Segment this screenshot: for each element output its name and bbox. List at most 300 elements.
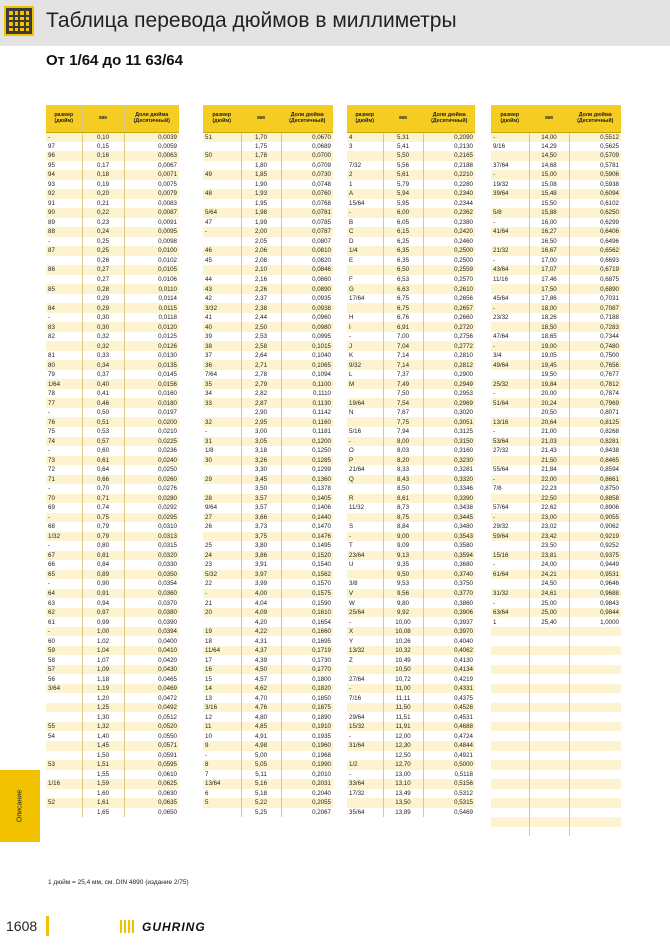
inch-cell: 0,2953	[423, 389, 475, 399]
mm-cell: 6,76	[383, 313, 423, 323]
table-row	[491, 789, 621, 799]
inch-cell: 0,2656	[423, 294, 475, 304]
table-row	[203, 522, 333, 532]
inch-cell: 0,0960	[281, 313, 333, 323]
gauge-cell: 9	[203, 741, 241, 751]
gauge-cell: T	[347, 541, 383, 551]
table-row	[203, 513, 333, 523]
inch-cell: 0,0071	[124, 170, 179, 180]
header-mm: мм	[383, 105, 423, 132]
inch-cell: 0,1935	[281, 731, 333, 741]
mm-cell: 13,50	[383, 798, 423, 808]
table-row	[46, 275, 179, 285]
table-row	[46, 142, 179, 152]
inch-cell: 0,8858	[569, 494, 621, 504]
table-row	[46, 770, 179, 780]
inch-cell: 0,1575	[281, 589, 333, 599]
gauge-cell	[46, 693, 82, 703]
table-row	[491, 189, 621, 199]
inch-cell: 0,8594	[569, 465, 621, 475]
gauge-cell: 45/64	[491, 294, 529, 304]
inch-cell	[569, 722, 621, 732]
mm-cell: 12,50	[383, 751, 423, 761]
mm-cell: 22,50	[529, 494, 569, 504]
gauge-cell: 88	[46, 227, 82, 237]
inch-cell: 0,2188	[423, 161, 475, 171]
table-row	[491, 770, 621, 780]
inch-cell: 0,3906	[423, 608, 475, 618]
inch-cell: 0,0145	[124, 370, 179, 380]
conversion-table	[491, 105, 621, 836]
gauge-cell: 1/16	[46, 779, 82, 789]
inch-cell: 0,6406	[569, 227, 621, 237]
mm-cell: 1,02	[82, 636, 124, 646]
mm-cell: 6,00	[383, 208, 423, 218]
inch-cell: 0,0350	[124, 570, 179, 580]
mm-cell: 0,32	[82, 341, 124, 351]
mm-cell: 1,19	[82, 684, 124, 694]
mm-cell: 18,26	[529, 313, 569, 323]
mm-cell: 8,20	[383, 456, 423, 466]
table-row	[203, 351, 333, 361]
table-row	[203, 703, 333, 713]
mm-cell: 2,58	[241, 341, 281, 351]
mm-cell: 16,00	[529, 218, 569, 228]
table-row	[203, 674, 333, 684]
mm-cell: 3,30	[241, 465, 281, 475]
gauge-cell: -	[46, 513, 82, 523]
mm-cell: 0,17	[82, 161, 124, 171]
table-row	[46, 789, 179, 799]
mm-cell: 9,13	[383, 551, 423, 561]
table-row	[347, 798, 475, 808]
table-row	[46, 646, 179, 656]
inch-cell: 0,0240	[124, 456, 179, 466]
table-row	[46, 446, 179, 456]
mm-cell: 17,50	[529, 284, 569, 294]
table-row	[491, 132, 621, 142]
table-row	[46, 598, 179, 608]
gauge-cell: 59	[46, 646, 82, 656]
table-row	[347, 313, 475, 323]
mm-cell: 3,00	[241, 427, 281, 437]
mm-cell: 4,85	[241, 722, 281, 732]
table-row	[347, 712, 475, 722]
gauge-cell: I	[347, 322, 383, 332]
gauge-cell: 57	[46, 665, 82, 675]
table-row	[46, 589, 179, 599]
mm-cell: 20,00	[529, 389, 569, 399]
inch-cell: 0,8661	[569, 475, 621, 485]
mm-cell: 13,49	[383, 789, 423, 799]
mm-cell: 6,35	[383, 256, 423, 266]
table-row	[347, 351, 475, 361]
inch-cell	[569, 674, 621, 684]
mm-cell: 9,92	[383, 608, 423, 618]
mm-cell: 1,85	[241, 170, 281, 180]
mm-cell: 1,59	[82, 779, 124, 789]
table-row	[46, 408, 179, 418]
gauge-cell	[491, 646, 529, 656]
page-title: Таблица перевода дюймов в миллиметры	[46, 9, 457, 32]
table-row	[347, 446, 475, 456]
inch-cell: 0,3594	[423, 551, 475, 561]
table-row	[491, 722, 621, 732]
gauge-cell: 14	[203, 684, 241, 694]
gauge-cell	[347, 484, 383, 494]
conversion-table-3	[347, 105, 475, 817]
gauge-cell: 44	[203, 275, 241, 285]
mm-cell: 18,50	[529, 322, 569, 332]
gauge-cell: 60	[46, 636, 82, 646]
table-row	[491, 494, 621, 504]
inch-cell: 0,0115	[124, 303, 179, 313]
gauge-cell: 3/32	[203, 303, 241, 313]
table-row	[347, 560, 475, 570]
inch-cell: 0,0250	[124, 465, 179, 475]
inch-cell: 0,1406	[281, 503, 333, 513]
mm-cell: 1,93	[241, 189, 281, 199]
mm-cell	[529, 693, 569, 703]
table-row	[203, 684, 333, 694]
header-gauge: размер (дюйм)	[491, 105, 529, 132]
table-row	[46, 456, 179, 466]
inch-cell: 0,9055	[569, 513, 621, 523]
mm-cell: 10,08	[383, 627, 423, 637]
side-tab-description[interactable]	[0, 770, 40, 842]
mm-cell	[529, 684, 569, 694]
gauge-cell	[347, 751, 383, 761]
gauge-cell: 50	[203, 151, 241, 161]
inch-cell: 0,0354	[124, 579, 179, 589]
inch-cell: 0,0810	[281, 246, 333, 256]
gauge-cell	[491, 636, 529, 646]
table-row	[203, 712, 333, 722]
table-row	[46, 417, 179, 427]
inch-cell: 0,2949	[423, 379, 475, 389]
table-row	[46, 703, 179, 713]
mm-cell: 23,42	[529, 532, 569, 542]
table-row	[46, 427, 179, 437]
table-row	[203, 808, 333, 818]
mm-cell: 0,23	[82, 218, 124, 228]
table-row	[203, 303, 333, 313]
table-row	[347, 456, 475, 466]
inch-cell: 0,3320	[423, 475, 475, 485]
mm-cell: 0,18	[82, 170, 124, 180]
inch-cell: 0,0310	[124, 522, 179, 532]
table-header-row	[203, 105, 333, 132]
gauge-cell: 71	[46, 475, 82, 485]
gauge-cell	[347, 703, 383, 713]
mm-cell: 2,00	[241, 227, 281, 237]
table-row	[203, 551, 333, 561]
gauge-cell: 83	[46, 322, 82, 332]
gauge-cell	[203, 265, 241, 275]
table-row	[347, 208, 475, 218]
table-row	[347, 503, 475, 513]
inch-cell: 0,1405	[281, 494, 333, 504]
mm-cell: 0,97	[82, 608, 124, 618]
mm-cell: 0,80	[82, 541, 124, 551]
table-row	[347, 189, 475, 199]
table-row	[347, 475, 475, 485]
gauge-cell: -	[491, 256, 529, 266]
mm-cell: 8,73	[383, 503, 423, 513]
gauge-cell: 25/32	[491, 379, 529, 389]
gauge-cell: 11	[203, 722, 241, 732]
mm-cell: 2,10	[241, 265, 281, 275]
inch-cell: 0,6875	[569, 275, 621, 285]
gauge-cell: 3/4	[491, 351, 529, 361]
gauge-cell: 11/32	[347, 503, 383, 513]
mm-cell: 20,64	[529, 417, 569, 427]
gauge-cell: -	[46, 446, 82, 456]
inch-cell: 0,6562	[569, 246, 621, 256]
mm-cell: 9,00	[383, 532, 423, 542]
inch-cell: 0,1476	[281, 532, 333, 542]
inch-cell: 0,0126	[124, 341, 179, 351]
mm-cell: 21,50	[529, 456, 569, 466]
inch-cell: 0,9219	[569, 532, 621, 542]
table-row	[491, 808, 621, 818]
table-row	[203, 484, 333, 494]
gauge-cell: 23/64	[347, 551, 383, 561]
mm-cell: 5,50	[383, 151, 423, 161]
gauge-cell: 5/16	[347, 427, 383, 437]
gauge-cell: 41/64	[491, 227, 529, 237]
gauge-cell: 51	[203, 132, 241, 142]
inch-cell: 0,0625	[124, 779, 179, 789]
gauge-cell: 9/32	[347, 360, 383, 370]
table-row	[491, 693, 621, 703]
table-row	[491, 246, 621, 256]
gauge-cell: 35/64	[347, 808, 383, 818]
mm-cell: 5,94	[383, 189, 423, 199]
gauge-cell: 12	[203, 712, 241, 722]
gauge-cell: 4	[347, 132, 383, 142]
gauge-cell: 31	[203, 437, 241, 447]
gauge-cell: 85	[46, 284, 82, 294]
table-row	[46, 579, 179, 589]
table-row	[203, 722, 333, 732]
gauge-cell: 51/64	[491, 398, 529, 408]
mm-cell: 6,50	[383, 265, 423, 275]
mm-cell: 9,80	[383, 598, 423, 608]
table-row	[347, 703, 475, 713]
inch-cell: 0,8750	[569, 484, 621, 494]
table-row	[491, 456, 621, 466]
inch-cell: 0,1730	[281, 655, 333, 665]
gauge-cell	[203, 408, 241, 418]
mm-cell: 10,00	[383, 617, 423, 627]
mm-cell: 10,72	[383, 674, 423, 684]
mm-cell: 3,91	[241, 560, 281, 570]
inch-cell: 0,4724	[423, 731, 475, 741]
inch-cell: 0,1770	[281, 665, 333, 675]
table-row	[203, 313, 333, 323]
mm-cell	[529, 741, 569, 751]
table-row	[347, 265, 475, 275]
gauge-cell: -	[46, 408, 82, 418]
conversion-table-4	[491, 105, 621, 836]
mm-cell	[529, 674, 569, 684]
gauge-cell: 27/32	[491, 446, 529, 456]
gauge-cell: 55/64	[491, 465, 529, 475]
table-row	[491, 303, 621, 313]
mm-cell: 3,80	[241, 541, 281, 551]
inch-cell: 0,0160	[124, 389, 179, 399]
inch-cell: 0,5906	[569, 170, 621, 180]
mm-cell: 0,22	[82, 208, 124, 218]
table-row	[203, 475, 333, 485]
table-row	[347, 551, 475, 561]
table-row	[347, 370, 475, 380]
mm-cell: 1,80	[241, 161, 281, 171]
gauge-cell: 55	[46, 722, 82, 732]
inch-cell: 0,6250	[569, 208, 621, 218]
inch-cell: 0,0075	[124, 180, 179, 190]
inch-cell: 0,2420	[423, 227, 475, 237]
inch-cell: 0,6496	[569, 237, 621, 247]
gauge-cell: 1/32	[46, 532, 82, 542]
page-number: 1608	[6, 918, 38, 934]
mm-cell: 4,22	[241, 627, 281, 637]
table-row	[203, 798, 333, 808]
mm-cell: 14,50	[529, 151, 569, 161]
gauge-cell: K	[347, 351, 383, 361]
mm-cell: 5,79	[383, 180, 423, 190]
inch-cell: 0,7480	[569, 341, 621, 351]
mm-cell: 7,14	[383, 351, 423, 361]
table-row	[46, 808, 179, 818]
mm-cell: 2,05	[241, 237, 281, 247]
mm-cell: 1,99	[241, 218, 281, 228]
gauge-cell	[491, 770, 529, 780]
gauge-cell: 6	[203, 789, 241, 799]
gauge-cell: 53/64	[491, 437, 529, 447]
mm-cell: 16,27	[529, 227, 569, 237]
mm-cell: 1,45	[82, 741, 124, 751]
inch-cell	[569, 760, 621, 770]
mm-cell	[529, 789, 569, 799]
inch-cell: 0,0571	[124, 741, 179, 751]
inch-cell: 0,6719	[569, 265, 621, 275]
mm-cell: 24,61	[529, 589, 569, 599]
inch-cell: 0,7188	[569, 313, 621, 323]
mm-cell: 9,50	[383, 570, 423, 580]
gauge-cell	[203, 142, 241, 152]
inch-cell: 0,1040	[281, 351, 333, 361]
inch-cell: 0,0492	[124, 703, 179, 713]
table-row	[46, 389, 179, 399]
inch-cell: 0,0276	[124, 484, 179, 494]
inch-cell: 0,0091	[124, 218, 179, 228]
table-row	[46, 503, 179, 513]
gauge-cell: H	[347, 313, 383, 323]
table-row	[347, 275, 475, 285]
inch-cell: 0,0330	[124, 560, 179, 570]
gauge-cell: 23	[203, 560, 241, 570]
gauge-cell: 61	[46, 617, 82, 627]
table-row	[203, 560, 333, 570]
table-row	[46, 475, 179, 485]
gauge-cell: 63/64	[491, 608, 529, 618]
table-row	[491, 532, 621, 542]
mm-cell: 5,18	[241, 789, 281, 799]
mm-cell	[529, 827, 569, 837]
table-row	[203, 494, 333, 504]
table-row	[46, 722, 179, 732]
inch-cell: 0,0225	[124, 437, 179, 447]
table-row	[347, 760, 475, 770]
inch-cell: 0,1910	[281, 722, 333, 732]
inch-cell: 0,0083	[124, 199, 179, 209]
table-row	[347, 684, 475, 694]
mm-cell	[529, 798, 569, 808]
inch-cell: 0,3480	[423, 522, 475, 532]
mm-cell: 1,61	[82, 798, 124, 808]
table-row	[203, 770, 333, 780]
gauge-cell: 23/32	[491, 313, 529, 323]
gauge-cell: 10	[203, 731, 241, 741]
inch-cell: 0,7283	[569, 322, 621, 332]
inch-cell: 0,1378	[281, 484, 333, 494]
gauge-cell: X	[347, 627, 383, 637]
table-row	[347, 541, 475, 551]
gauge-cell	[347, 265, 383, 275]
table-row	[347, 617, 475, 627]
inch-cell: 0,7087	[569, 303, 621, 313]
gauge-cell: J	[347, 341, 383, 351]
inch-cell: 0,1654	[281, 617, 333, 627]
footnote: 1 дюйм = 25,4 мм, см. DIN 4890 (издание 2/75)	[48, 879, 189, 886]
gauge-cell: 84	[46, 303, 82, 313]
gauge-cell: P	[347, 456, 383, 466]
table-row	[491, 798, 621, 808]
inch-cell	[569, 798, 621, 808]
gauge-cell: 3/8	[347, 579, 383, 589]
table-row	[347, 199, 475, 209]
gauge-cell: 37	[203, 351, 241, 361]
gauge-cell: 1/8	[203, 446, 241, 456]
gauge-cell	[347, 417, 383, 427]
inch-cell: 0,3160	[423, 446, 475, 456]
mm-cell: 19,50	[529, 370, 569, 380]
inch-cell: 0,2055	[281, 798, 333, 808]
table-row	[203, 503, 333, 513]
inch-cell: 0,8906	[569, 503, 621, 513]
gauge-cell: G	[347, 284, 383, 294]
table-row	[203, 427, 333, 437]
mm-cell: 18,00	[529, 303, 569, 313]
mm-cell: 22,23	[529, 484, 569, 494]
mm-cell: 0,29	[82, 303, 124, 313]
inch-cell: 0,0689	[281, 142, 333, 152]
inch-cell: 0,0787	[281, 227, 333, 237]
table-row	[203, 275, 333, 285]
table-row	[347, 398, 475, 408]
mm-cell: 0,66	[82, 475, 124, 485]
gauge-cell	[203, 161, 241, 171]
inch-cell: 0,6094	[569, 189, 621, 199]
table-row	[46, 199, 179, 209]
gauge-cell: -	[46, 579, 82, 589]
mm-cell: 5,61	[383, 170, 423, 180]
inch-cell: 0,0760	[281, 189, 333, 199]
mm-cell: 20,24	[529, 398, 569, 408]
mm-cell: 11,51	[383, 712, 423, 722]
